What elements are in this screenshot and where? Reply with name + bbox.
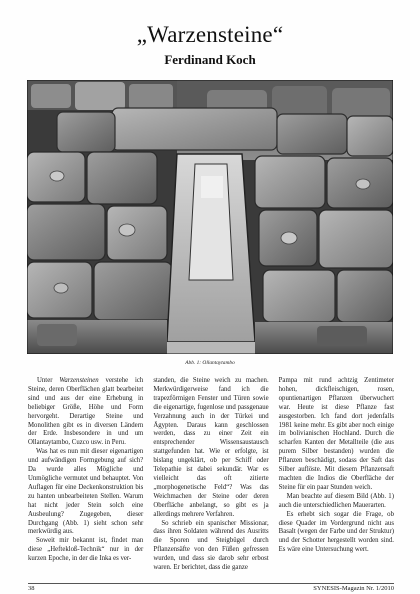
paragraph: Unter Warzensteinen verstehe ich Steine, deren Oberflächen glatt bearbeitet sind und aus der eine Erhebung in beliebiger Größe, Höhe und Form hervorgeht. Derartige Steine und Monolithen gibt es in diversen Ländern der Erde. Insbesondere in und um Ollantaytambo, Cuzco usw. in Peru. bbox=[28, 377, 144, 447]
figure-caption: Abb. 1: Ollantaytambo bbox=[185, 360, 235, 366]
text-column-2 bbox=[153, 377, 268, 582]
emphasis: Warzensteinen bbox=[59, 377, 99, 384]
photo-inca-stone-wall bbox=[27, 80, 393, 354]
page-number: 38 bbox=[28, 585, 35, 592]
paragraph: Es erhebt sich sogar die Frage, ob diese Quader im Vordergrund nicht aus Basalt (wegen der Farbe und der Struktur) und der Schotter hergestellt worden sind. Es wäre eine Untersuchung wert. bbox=[278, 510, 394, 554]
paragraph: So schrieb ein spanischer Missionar, dass ihren Soldaten während des Ausritts die Sporen und Steigbügel durch Pflanzensäfte von den Füßen gefressen wurden, und dass sie darob sehr erbost waren. Er berichtet, dass die ganze bbox=[153, 519, 269, 572]
article-body bbox=[28, 377, 394, 582]
paragraph: Was hat es nun mit dieser eigenartigen und aufwändigen Formgebung auf sich? Da wurde alles Mögliche und Unmögliche vermutet und behauptet. Von Auflagen für eine Deckenkonstruktion bis zu hanten unbearbeiteten Stellen. Warum hat nicht jeder Stein solch eine Ausbeulung? Zugegeben, dieser Durchgang (Abb. 1) sieht schon sehr merkwürdig aus. bbox=[28, 448, 144, 536]
article-title: „Warzensteine“ bbox=[136, 22, 284, 47]
article-author: Ferdinand Koch bbox=[164, 52, 256, 67]
paragraph: Pampa mit rund achtzig Zentimeter hohen, dickfleischigen, rosen, opuntienartigen Pflanzen überwuchert war. Heute ist diese Pflanze fast ausgestorben. Ich fand dort jedenfalls 1981 keine mehr. Es gibt aber noch einige im bolivianischen Hochland. Durch die scharfen Kanten der Metallteile (die aus purem Silber bestanden) wurden die Pflanzen beschädigt, sodass der Saft das Silber auflöste. Mit diesem Pflanzensaft machten die Indios die Oberfläche der Steine für ein paar Stunden weich. bbox=[278, 377, 394, 491]
text-column-1 bbox=[28, 377, 143, 582]
paragraph: Man beachte auf diesem Bild (Abb. 1) auch die unterschiedlichen Mauerarten. bbox=[278, 492, 394, 509]
paragraph: Soweit mir bekannt ist, findet man diese „Heftekloß-Technik“ nur in der kurzen Epoche, in der die Inka es ver- bbox=[28, 537, 144, 563]
footer-divider bbox=[28, 583, 394, 584]
paragraph: standen, die Steine weich zu machen. Merkwürdigerweise fand ich die trapezförmigen Fenster und Türen sowie die eigenartige, fugenlose und passgenaue Verzahnung auch in der Türkei und Ägypten. Daraus kann geschlossen werden, dass zu einer Zeit ein entsprechender Wissensaustausch stattgefunden hat. Wie er erfolgte, ist bislang ungeklärt, ob per Schiff oder Telepathie ist dabei sekundär. War es vielleicht das oft zitierte „morphogenetische Feld“? Was das Weichmachen der Steine oder deren Oberfläche anbelangt, so gibt es ja allerdings mehrere Verfahren. bbox=[153, 377, 269, 518]
journal-name: SYNESIS-Magazin Nr. 1/2010 bbox=[313, 585, 394, 592]
article-photo bbox=[27, 80, 393, 354]
text-column-3 bbox=[279, 377, 394, 582]
